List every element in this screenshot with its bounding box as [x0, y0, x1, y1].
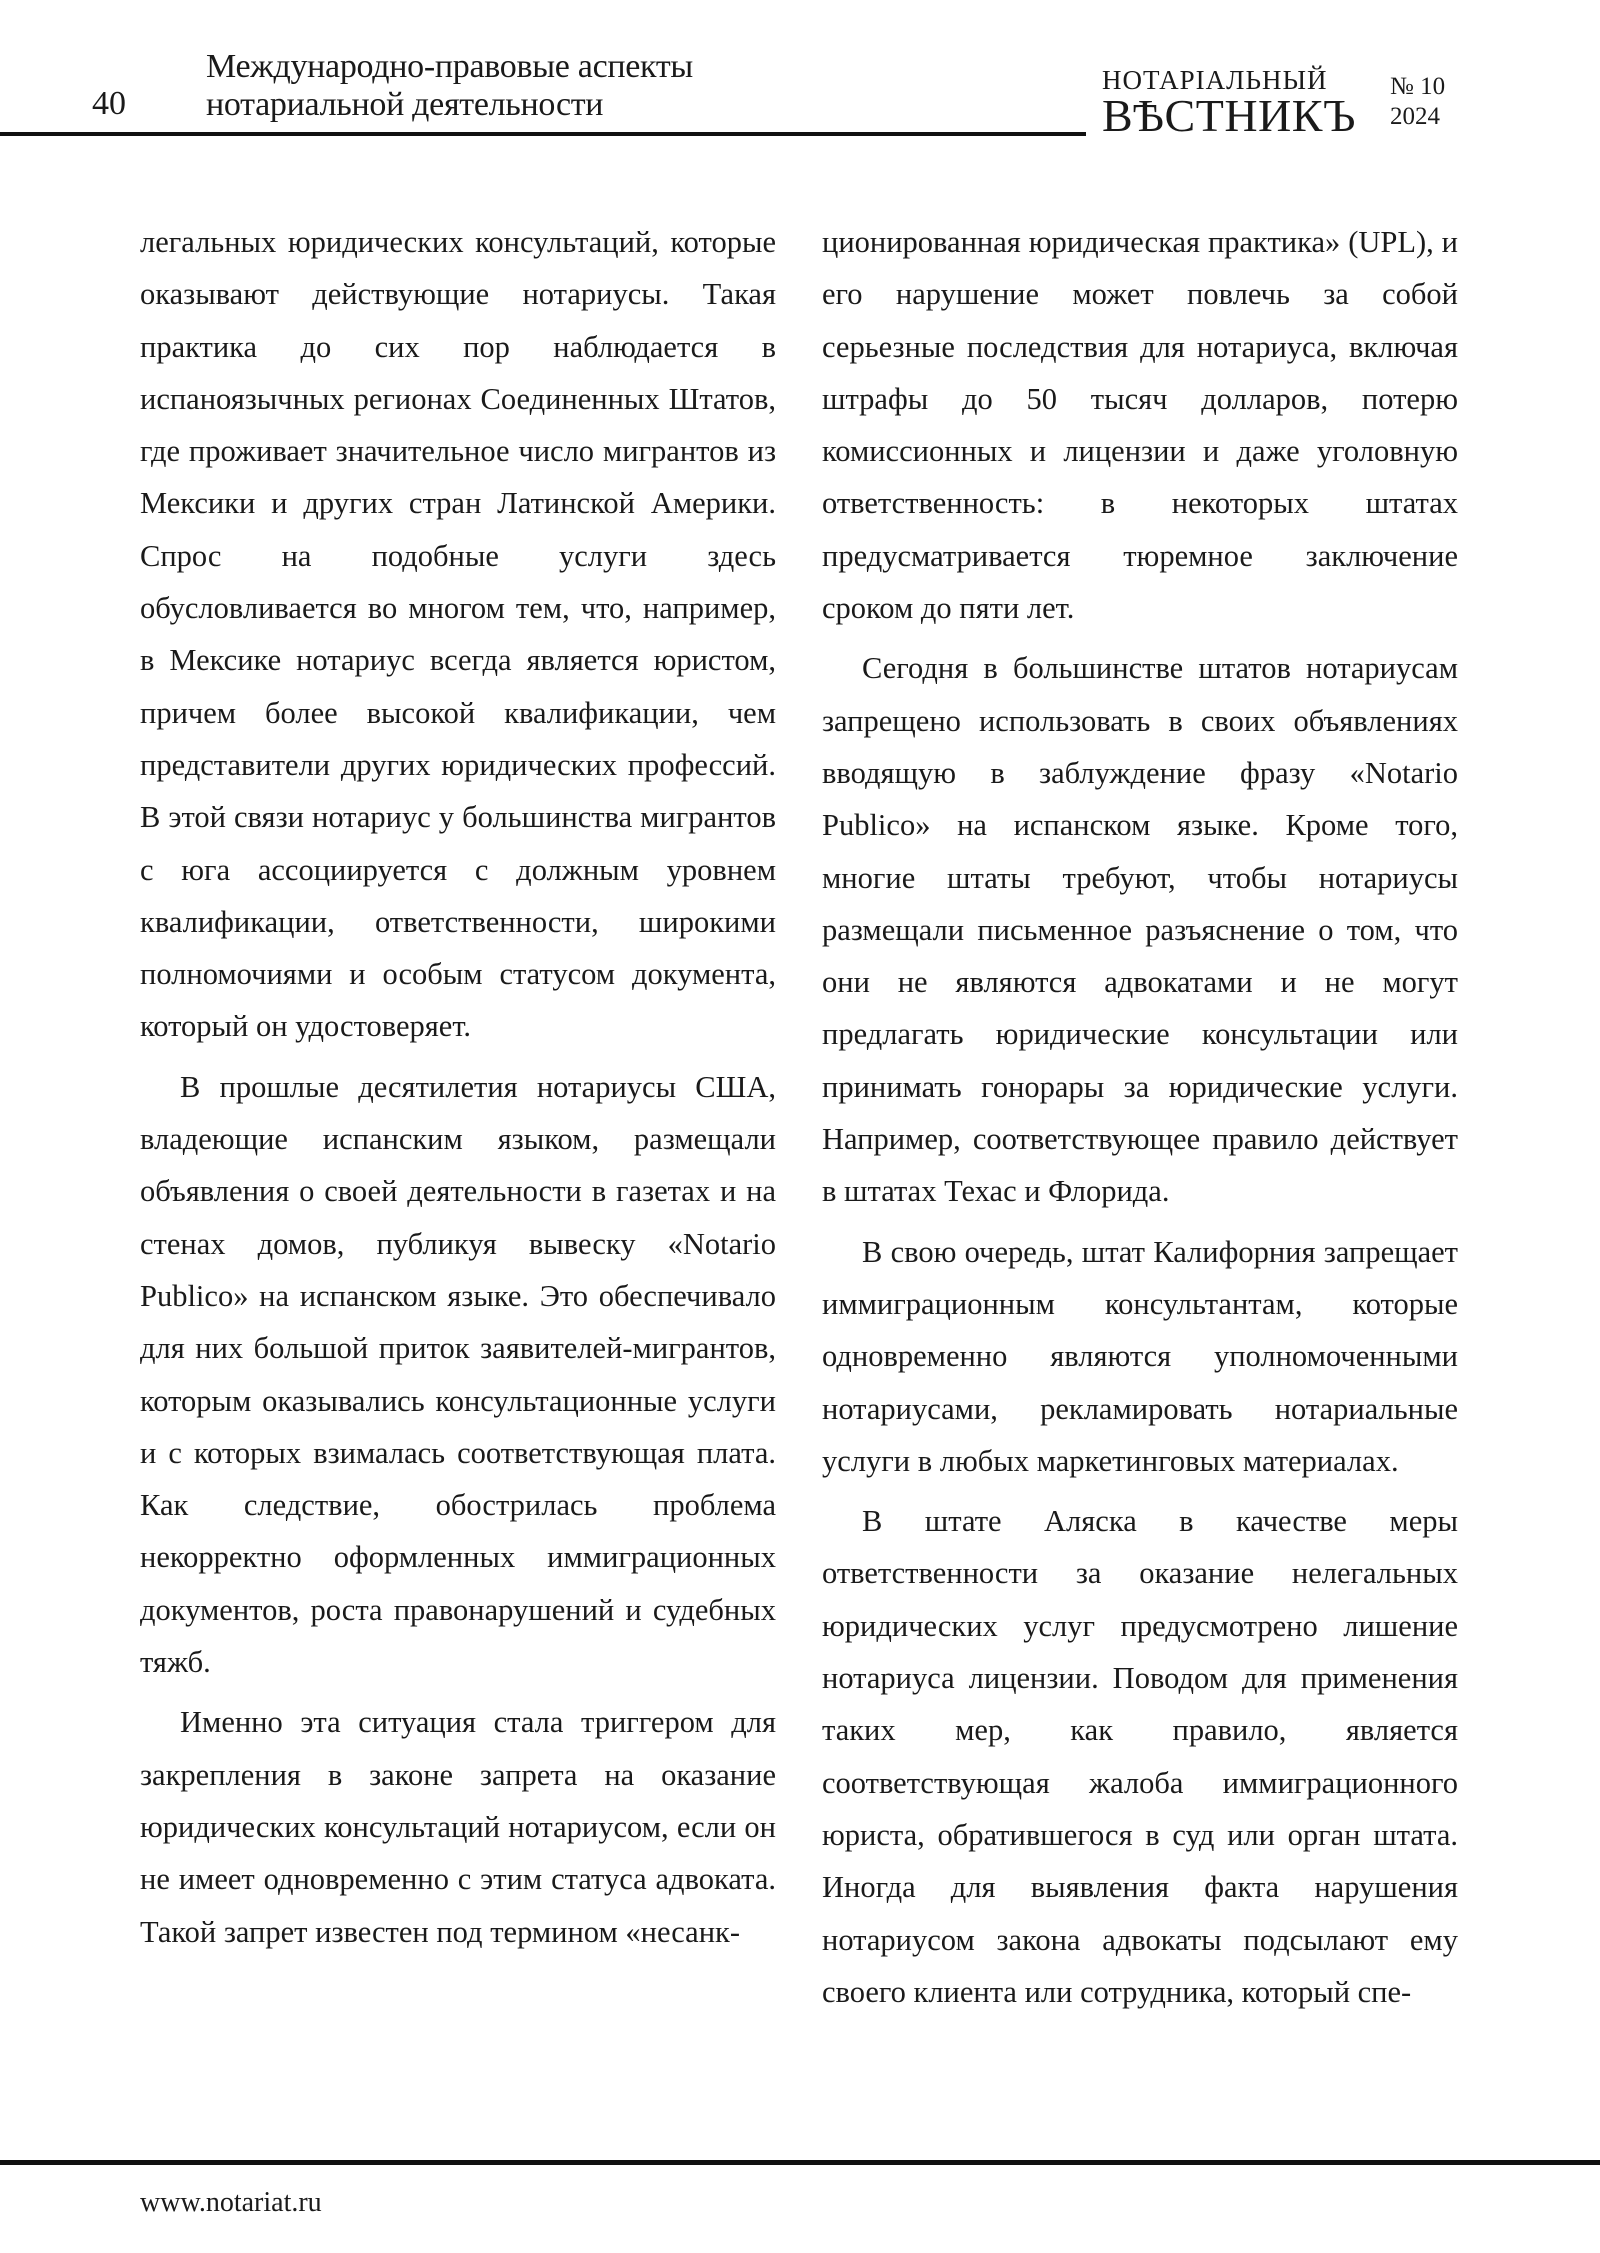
left-column: [140, 216, 776, 1958]
section-title-line-2: нотариальной деятельности: [206, 86, 604, 123]
paragraph: В прошлые десятилетия нотариусы США, владеющие испанским языком, размещали объявления о своей деятельности в газетах и на стенах домов, публикуя вывеску «Notario Publico» на испанском языке. Это обеспечивало для них большой приток заявителей-мигрантов, которым оказывались консультационные услуги и с которых взималась соответствующая плата. Как следствие, обострилась проблема некорректно оформленных иммиграционных документов, роста правонарушений и судебных тяжб.: [140, 1069, 776, 1680]
paragraph: В штате Аляска в качестве меры ответственности за оказание нелегальных юридических услуг предусмотрено лишение нотариуса лицензии. Поводом для применения таких мер, как правило, является соответствующая жалоба иммиграционного юриста, обратившегося в суд или орган штата. Иногда для выявления факта нарушения нотариусом закона адвокаты подсылают ему своего клиента или сотрудника, который спе-: [822, 1504, 1458, 2009]
masthead-top-line: НОТАРІАЛЬНЫЙ: [1102, 65, 1328, 95]
footer-website-link[interactable]: www.notariat.ru: [140, 2187, 322, 2218]
page-number: 40: [92, 85, 126, 122]
running-header: [0, 0, 1600, 150]
paragraph: легальных юридических консультаций, которые оказывают действующие нотариусы. Такая практика до сих пор наблюдается в испаноязычных регионах Соединенных Штатов, где проживает значительное число мигрантов из Мексики и других стран Латинской Америки. Спрос на подобные услуги здесь обусловливается во многом тем, что, например, в Мексике нотариус всегда является юристом, причем более высокой квалификации, чем представители других юридических профессий. В этой связи нотариус у большинства мигрантов с юга ассоциируется с должным уровнем квалификации, ответственности, широкими полномочиями и особым статусом документа, который он удостоверяет.: [140, 225, 776, 1044]
issue-number: № 10: [1390, 73, 1446, 100]
footer-rule: [0, 2160, 1600, 2165]
section-title: [206, 48, 693, 124]
issue-info: [1390, 72, 1445, 132]
paragraph: Сегодня в большинстве штатов нотариусам запрещено использовать в своих объявлениях вводящую в заблуждение фразу «Notario Publico» на испанском языке. Кроме того, многие штаты требуют, чтобы нотариусы размещали письменное разъяснение о том, что они не являются адвокатами и не могут предлагать юридические консультации или принимать гонорары за юридические услуги. Например, соответствующее правило действует в штатах Техас и Флорида.: [822, 651, 1458, 1209]
section-title-line-1: Международно-правовые аспекты: [206, 48, 693, 85]
right-column: [822, 216, 1458, 2018]
paragraph: Именно эта ситуация стала триггером для закрепления в законе запрета на оказание юридических консультаций нотариусом, если он не имеет одновременно с этим статуса адвоката. Такой запрет известен под термином «несанк-: [140, 1705, 776, 1949]
paragraph: ционированная юридическая практика» (UPL), и его нарушение может повлечь за собой серьезные последствия для нотариуса, включая штрафы до 50 тысяч долларов, потерю комиссионных и лицензии и даже уголовную ответственность: в некоторых штатах предусматривается тюремное заключение сроком до пяти лет.: [822, 225, 1458, 626]
article-body: [140, 216, 1460, 2096]
issue-year: 2024: [1390, 103, 1440, 130]
paragraph: В свою очередь, штат Калифорния запрещает иммиграционным консультантам, которые одновременно являются уполномоченными нотариусами, рекламировать нотариальные услуги в любых маркетинговых материалах.: [822, 1234, 1458, 1478]
header-rule: [0, 132, 1086, 136]
masthead-bottom-line: ВѢСТНИКЪ: [1102, 90, 1356, 141]
journal-masthead: [1102, 65, 1356, 141]
